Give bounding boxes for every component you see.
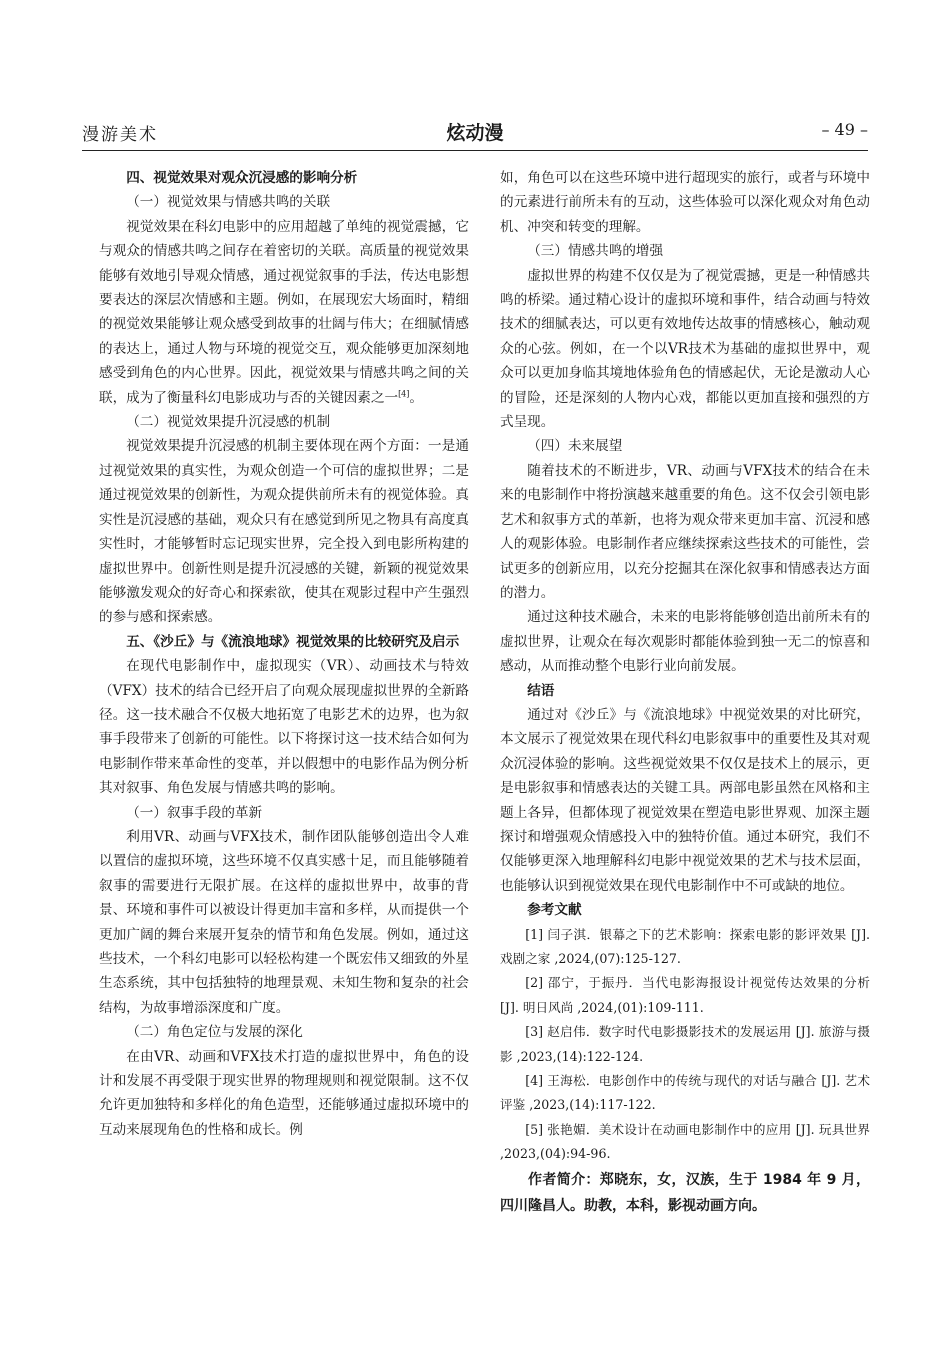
- reference-item: [1] 闫子淇．银幕之下的艺术影响：探索电影的影评效果 [J]. 戏剧之家 ,2024,(07):125-127.: [500, 926, 870, 966]
- section-5-heading: 五、《沙丘》与《流浪地球》视觉效果的比较研究及启示: [126, 633, 460, 650]
- header-rule: [82, 150, 868, 151]
- section-5-2-heading: （二）角色定位与发展的深化: [126, 1024, 303, 1041]
- right-column: [500, 166, 870, 1219]
- section-4-heading: 四、视觉效果对观众沉浸感的影响分析: [126, 170, 358, 186]
- section-4-1-text: 视觉效果在科幻电影中的应用超越了单纯的视觉震撼，它与观众的情感共鸣之间存在着密切的关联。高质量的视觉效果能够有效地引导观众情感，通过视觉叙事的手法，传达电影想要表达的深层次情感和主题。例如，在展现宏大场面时，精细的视觉效果能够让观众感受到故事的壮阔与伟大；在细腻情感的表达上，通过人物与环境的视觉交互，观众能够更加深刻地感受到角色的内心世界。因此，视觉效果与情感共鸣之间的关联，成为了衡量科幻电影成功与否的关键因素之一: [99, 218, 469, 406]
- section-5-4-paragraph-1: 随着技术的不断进步，VR、动画与VFX技术的结合在未来的电影制作中将扮演越来越重要的角色。这不仅会引领电影艺术和叙事方式的革新，也将为观众带来更加丰富、沉浸和感人的观影体验。电影制作者应继续探索这些技术的可能性，尝试更多的创新应用，以充分挖掘其在深化叙事和情感表达方面的潜力。: [500, 462, 870, 601]
- reference-item: [3] 赵启伟．数字时代电影摄影技术的发展运用 [J]. 旅游与摄影 ,2023,(14):122-124.: [500, 1024, 870, 1064]
- section-4-1-paragraph: [99, 215, 469, 410]
- section-5-1-paragraph: 利用VR、动画与VFX技术，制作团队能够创造出令人难以置信的虚拟环境，这些环境不仅真实感十足，而且能够随着叙事的需要进行无限扩展。在这样的虚拟世界中，故事的背景、环境和事件可以被设计得更加丰富和多样，从而提供一个更加广阔的舞台来展开复杂的情节和角色发展。例如，通过这些技术，一个科幻电影可以轻松构建一个既宏伟又细致的外星生态系统，其中包括独特的地理景观、未知生物和复杂的社会结构，为故事增添深度和广度。: [99, 828, 469, 1016]
- page-header: [82, 118, 868, 148]
- section-5-paragraph: 在现代电影制作中，虚拟现实（VR）、动画技术与特效（VFX）技术的结合已经开启了向观众展现虚拟世界的全新路径。这一技术融合不仅极大地拓宽了电影艺术的边界，也为叙事手段带来了创新的可能性。以下将探讨这一技术结合如何为电影制作带来革命性的变革，并以假想中的电影作品为例分析其对叙事、角色发展与情感共鸣的影响。: [99, 658, 469, 797]
- section-5-3-heading: （三）情感共鸣的增强: [527, 243, 664, 260]
- section-4-2-paragraph: 视觉效果提升沉浸感的机制主要体现在两个方面：一是通过视觉效果的真实性，为观众创造一个可信的虚拟世界；二是通过视觉效果的创新性，为观众提供前所未有的视觉体验。真实性是沉浸感的基础，观众只有在感觉到所见之物具有高度真实性时，才能够暂时忘记现实世界，完全投入到电影所构建的虚拟世界中。创新性则是提升沉浸感的关键，新颖的视觉效果能够激发观众的好奇心和探索欲，使其在观影过程中产生强烈的参与感和探索感。: [99, 438, 469, 626]
- section-5-3-paragraph: 虚拟世界的构建不仅仅是为了视觉震撼，更是一种情感共鸣的桥梁。通过精心设计的虚拟环境和事件，结合动画与特效技术的细腻表达，可以更有效地传达故事的情感核心，触动观众的心弦。例如，在一个以VR技术为基础的虚拟世界中，观众可以更加身临其境地体验角色的情感起伏，无论是激动人心的冒险，还是深刻的人物内心戏，都能以更加直接和强烈的方式呈现。: [500, 267, 870, 431]
- left-column: [99, 166, 469, 1142]
- reference-item: [4] 王海松．电影创作中的传统与现代的对话与融合 [J]. 艺术评鉴 ,2023,(14):117-122.: [500, 1073, 870, 1113]
- journal-column-name: 漫游美术: [82, 125, 158, 145]
- section-5-1-heading: （一）叙事手段的革新: [126, 804, 263, 821]
- reference-item: [2] 邵宁，于振丹．当代电影海报设计视觉传达效果的分析 [J]. 明日风尚 ,2024,(01):109-111.: [500, 975, 870, 1015]
- section-4-1-end: 。: [409, 389, 423, 406]
- section-5-2-paragraph: 在由VR、动画和VFX技术打造的虚拟世界中，角色的设计和发展不再受限于现实世界的物理规则和视觉限制。这不仅允许更加独特和多样化的角色造型，还能够通过虚拟环境中的互动来展现角色的性格和成长。例: [99, 1048, 469, 1138]
- section-4-2-heading: （二）视觉效果提升沉浸感的机制: [126, 414, 331, 431]
- author-bio: 作者简介：郑晓东，女，汉族，生于 1984 年 9 月，四川隆昌人。助教，本科，影视动画方向。: [500, 1171, 870, 1214]
- conclusion-paragraph: 通过对《沙丘》与《流浪地球》中视觉效果的对比研究，本文展示了视觉效果在现代科幻电影叙事中的重要性及其对观众沉浸体验的影响。这些视觉效果不仅仅是技术上的展示，更是电影叙事和情感表达的关键工具。两部电影虽然在风格和主题上各异，但都体现了视觉效果在塑造电影世界观、加深主题探讨和增强观众情感投入中的独特价值。通过本研究，我们不仅能够更深入地理解科幻电影中视觉效果的艺术与技术层面，也能够认识到视觉效果在现代电影制作中不可或缺的地位。: [500, 706, 870, 894]
- journal-title: 炫动漫: [446, 122, 504, 144]
- section-5-4-heading: （四）未来展望: [527, 438, 623, 455]
- page-number: – 49 –: [821, 120, 868, 139]
- references-heading: 参考文献: [527, 902, 582, 919]
- conclusion-heading: 结语: [527, 682, 555, 699]
- reference-item: [5] 张艳媚．美术设计在动画电影制作中的应用 [J]. 玩具世界 ,2023,(04):94-96.: [500, 1121, 870, 1162]
- section-4-1-heading: （一）视觉效果与情感共鸣的关联: [126, 194, 331, 211]
- citation-4: [4]: [398, 389, 410, 399]
- section-5-2-paragraph-continued: 如，角色可以在这些环境中进行超现实的旅行，或者与环境中的元素进行前所未有的互动，这些体验可以深化观众对角色动机、冲突和转变的理解。: [500, 170, 870, 235]
- section-5-4-paragraph-2: 通过这种技术融合，未来的电影将能够创造出前所未有的虚拟世界，让观众在每次观影时都能体验到独一无二的惊喜和感动，从而推动整个电影行业向前发展。: [500, 609, 870, 675]
